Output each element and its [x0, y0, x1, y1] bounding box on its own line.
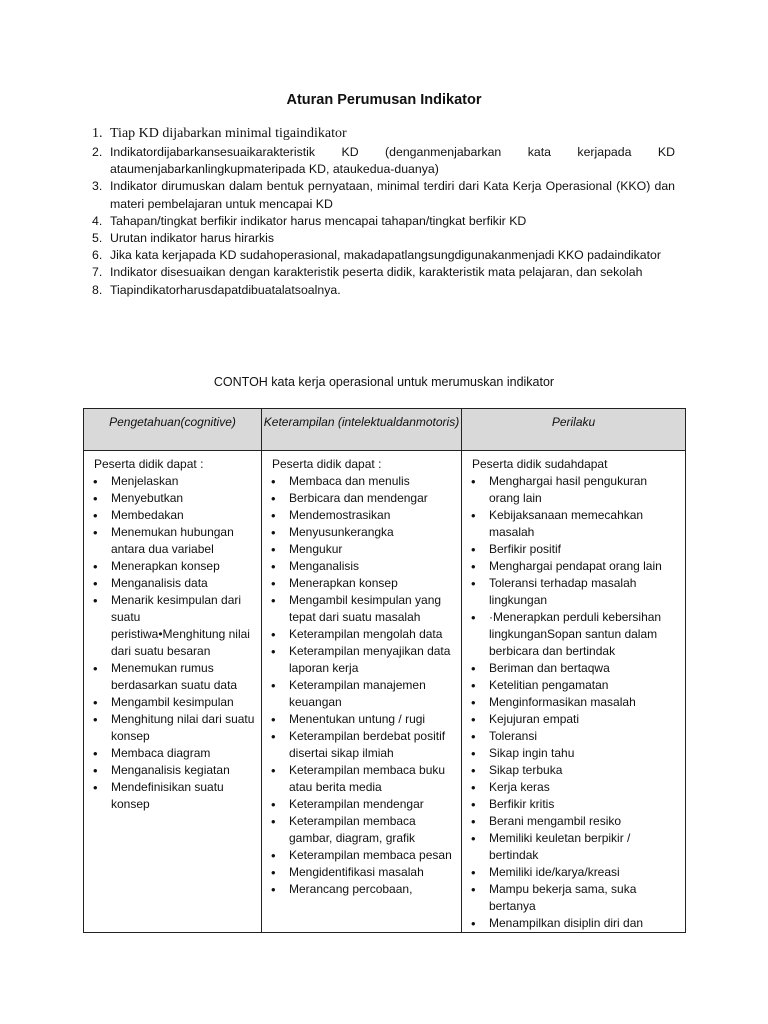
rule-item — [92, 144, 675, 178]
list-item: • Mendemostrasikan — [270, 507, 457, 524]
page-title: Aturan Perumusan Indikator — [286, 92, 482, 108]
list-item: • Berbicara dan mendengar — [270, 490, 457, 507]
list-item: • Menerapkan konsep — [270, 575, 457, 592]
list-item: • Sikap terbuka — [470, 762, 681, 779]
list-item: • Mengambil kesimpulan yang tepat dari suatu masalah — [270, 592, 457, 626]
column-list — [470, 473, 681, 932]
rule-number: 7. — [92, 265, 103, 280]
list-item: • Sikap ingin tahu — [470, 745, 681, 762]
rule-number: 2. — [92, 145, 103, 159]
list-item: • Berfikir positif — [470, 541, 681, 558]
list-item: • Mendefinisikan suatu konsep — [92, 779, 257, 813]
list-item: • Mengukur — [270, 541, 457, 558]
column-list — [92, 473, 257, 813]
list-item: • Menarik kesimpulan dari suatu peristiwa•Menghitung nilai dari suatu besaran — [92, 592, 257, 660]
list-item: • ·Menerapkan perduli kebersihan lingkunganSopan santun dalam berbicara dan bertindak — [470, 609, 681, 660]
list-item: • Menghargai hasil pengukuran orang lain — [470, 473, 681, 507]
rule-item — [92, 213, 675, 230]
rule-text: Indikatordijabarkansesuaikarakteristik KD (denganmenjabarkan kata kerjapada KD ataumenjabarkanlingkupmateripada KD, ataukedua-duanya) — [110, 145, 675, 177]
list-item: • Menganalisis kegiatan — [92, 762, 257, 779]
column-lead: Peserta didik dapat : — [94, 457, 204, 471]
list-item: • Keterampilan manajemen keuangan — [270, 677, 457, 711]
rules-list — [92, 125, 675, 299]
list-item: • Ketelitian pengamatan — [470, 677, 681, 694]
list-item: • Membedakan — [92, 507, 257, 524]
column-cognitive — [84, 451, 262, 932]
list-item: • Membaca diagram — [92, 745, 257, 762]
list-item: • Keterampilan membaca gambar, diagram, grafik — [270, 813, 457, 847]
list-item: • Kerja keras — [470, 779, 681, 796]
rule-number: 5. — [92, 231, 103, 246]
column-perilaku — [462, 451, 685, 932]
table-caption: CONTOH kata kerja operasional untuk merumuskan indikator — [213, 375, 555, 389]
header-keterampilan: Keterampilan (intelektualdanmotoris) — [262, 409, 462, 451]
list-item: • Mampu bekerja sama, suka bertanya — [470, 881, 681, 915]
rule-item — [92, 282, 675, 299]
rule-number: 3. — [92, 179, 103, 194]
list-item: • Berfikir kritis — [470, 796, 681, 813]
list-item: • Toleransi — [470, 728, 681, 745]
list-item: • Menemukan rumus berdasarkan suatu data — [92, 660, 257, 694]
list-item: • Menjelaskan — [92, 473, 257, 490]
list-item: • Menyusunkerangka — [270, 524, 457, 541]
list-item: • Membaca dan menulis — [270, 473, 457, 490]
list-item: • Menampilkan disiplin diri dan — [470, 915, 681, 932]
list-item: • Keterampilan membaca buku atau berita media — [270, 762, 457, 796]
list-item: • Menemukan hubungan antara dua variabel — [92, 524, 257, 558]
list-item: • Berani mengambil resiko — [470, 813, 681, 830]
rule-item — [92, 230, 675, 247]
list-item: • Menyebutkan — [92, 490, 257, 507]
rule-text: Indikator dirumuskan dalam bentuk pernyataan, minimal terdiri dari Kata Kerja Operasional (KKO) dan materi pembelajaran untuk mencapai KD — [110, 179, 675, 211]
list-item: • Beriman dan bertaqwa — [470, 660, 681, 677]
rule-text: Urutan indikator harus hirarkis — [110, 231, 275, 246]
list-item: • Keterampilan menyajikan data laporan kerja — [270, 643, 457, 677]
list-item: • Menganalisis data — [92, 575, 257, 592]
column-list — [270, 473, 457, 898]
list-item: • Mengambil kesimpulan — [92, 694, 257, 711]
rule-number: 4. — [92, 213, 103, 228]
list-item: • Keterampilan mengolah data — [270, 626, 457, 643]
column-lead: Peserta didik dapat : — [272, 457, 382, 471]
column-keterampilan — [262, 451, 462, 932]
list-item: • Memiliki ide/karya/kreasi — [470, 864, 681, 881]
rule-item — [92, 247, 675, 264]
list-item: • Keterampilan berdebat positif disertai sikap ilmiah — [270, 728, 457, 762]
list-item: • Keterampilan membaca pesan — [270, 847, 457, 864]
rule-item — [92, 178, 675, 212]
column-lead: Peserta didik sudahdapat — [472, 457, 608, 471]
rule-number: 6. — [92, 248, 103, 263]
list-item: • Kebijaksanaan memecahkan masalah — [470, 507, 681, 541]
header-cognitive: Pengetahuan(cognitive) — [84, 409, 262, 451]
list-item: • Menghargai pendapat orang lain — [470, 558, 681, 575]
rule-text: Tiap KD dijabarkan minimal tigaindikator — [110, 126, 347, 141]
list-item: • Kejujuran empati — [470, 711, 681, 728]
rule-number: 8. — [92, 282, 103, 297]
list-item: • Menganalisis — [270, 558, 457, 575]
list-item: • Keterampilan mendengar — [270, 796, 457, 813]
rule-text: Jika kata kerjapada KD sudahoperasional, makadapatlangsungdigunakanmenjadi KKO padaindikator — [110, 248, 661, 263]
list-item: • Toleransi terhadap masalah lingkungan — [470, 575, 681, 609]
list-item: • Mengidentifikasi masalah — [270, 864, 457, 881]
list-item: • Menghitung nilai dari suatu konsep — [92, 711, 257, 745]
rule-item — [92, 125, 675, 143]
list-item: • Merancang percobaan, — [270, 881, 457, 898]
list-item: • Memiliki keuletan berpikir / bertindak — [470, 830, 681, 864]
header-perilaku: Perilaku — [462, 409, 685, 451]
list-item: • Menentukan untung / rugi — [270, 711, 457, 728]
rule-text: Tiapindikatorharusdapatdibuatalatsoalnya. — [110, 282, 341, 297]
list-item: • Menginformasikan masalah — [470, 694, 681, 711]
rule-number: 1. — [92, 126, 103, 141]
rule-text: Indikator disesuaikan dengan karakteristik peserta didik, karakteristik mata pelajaran, dan sekolah — [110, 265, 643, 280]
rule-text: Tahapan/tingkat berfikir indikator harus mencapai tahapan/tingkat berfikir KD — [110, 213, 527, 228]
kko-table — [83, 408, 686, 933]
rule-item — [92, 264, 675, 281]
list-item: • Menerapkan konsep — [92, 558, 257, 575]
